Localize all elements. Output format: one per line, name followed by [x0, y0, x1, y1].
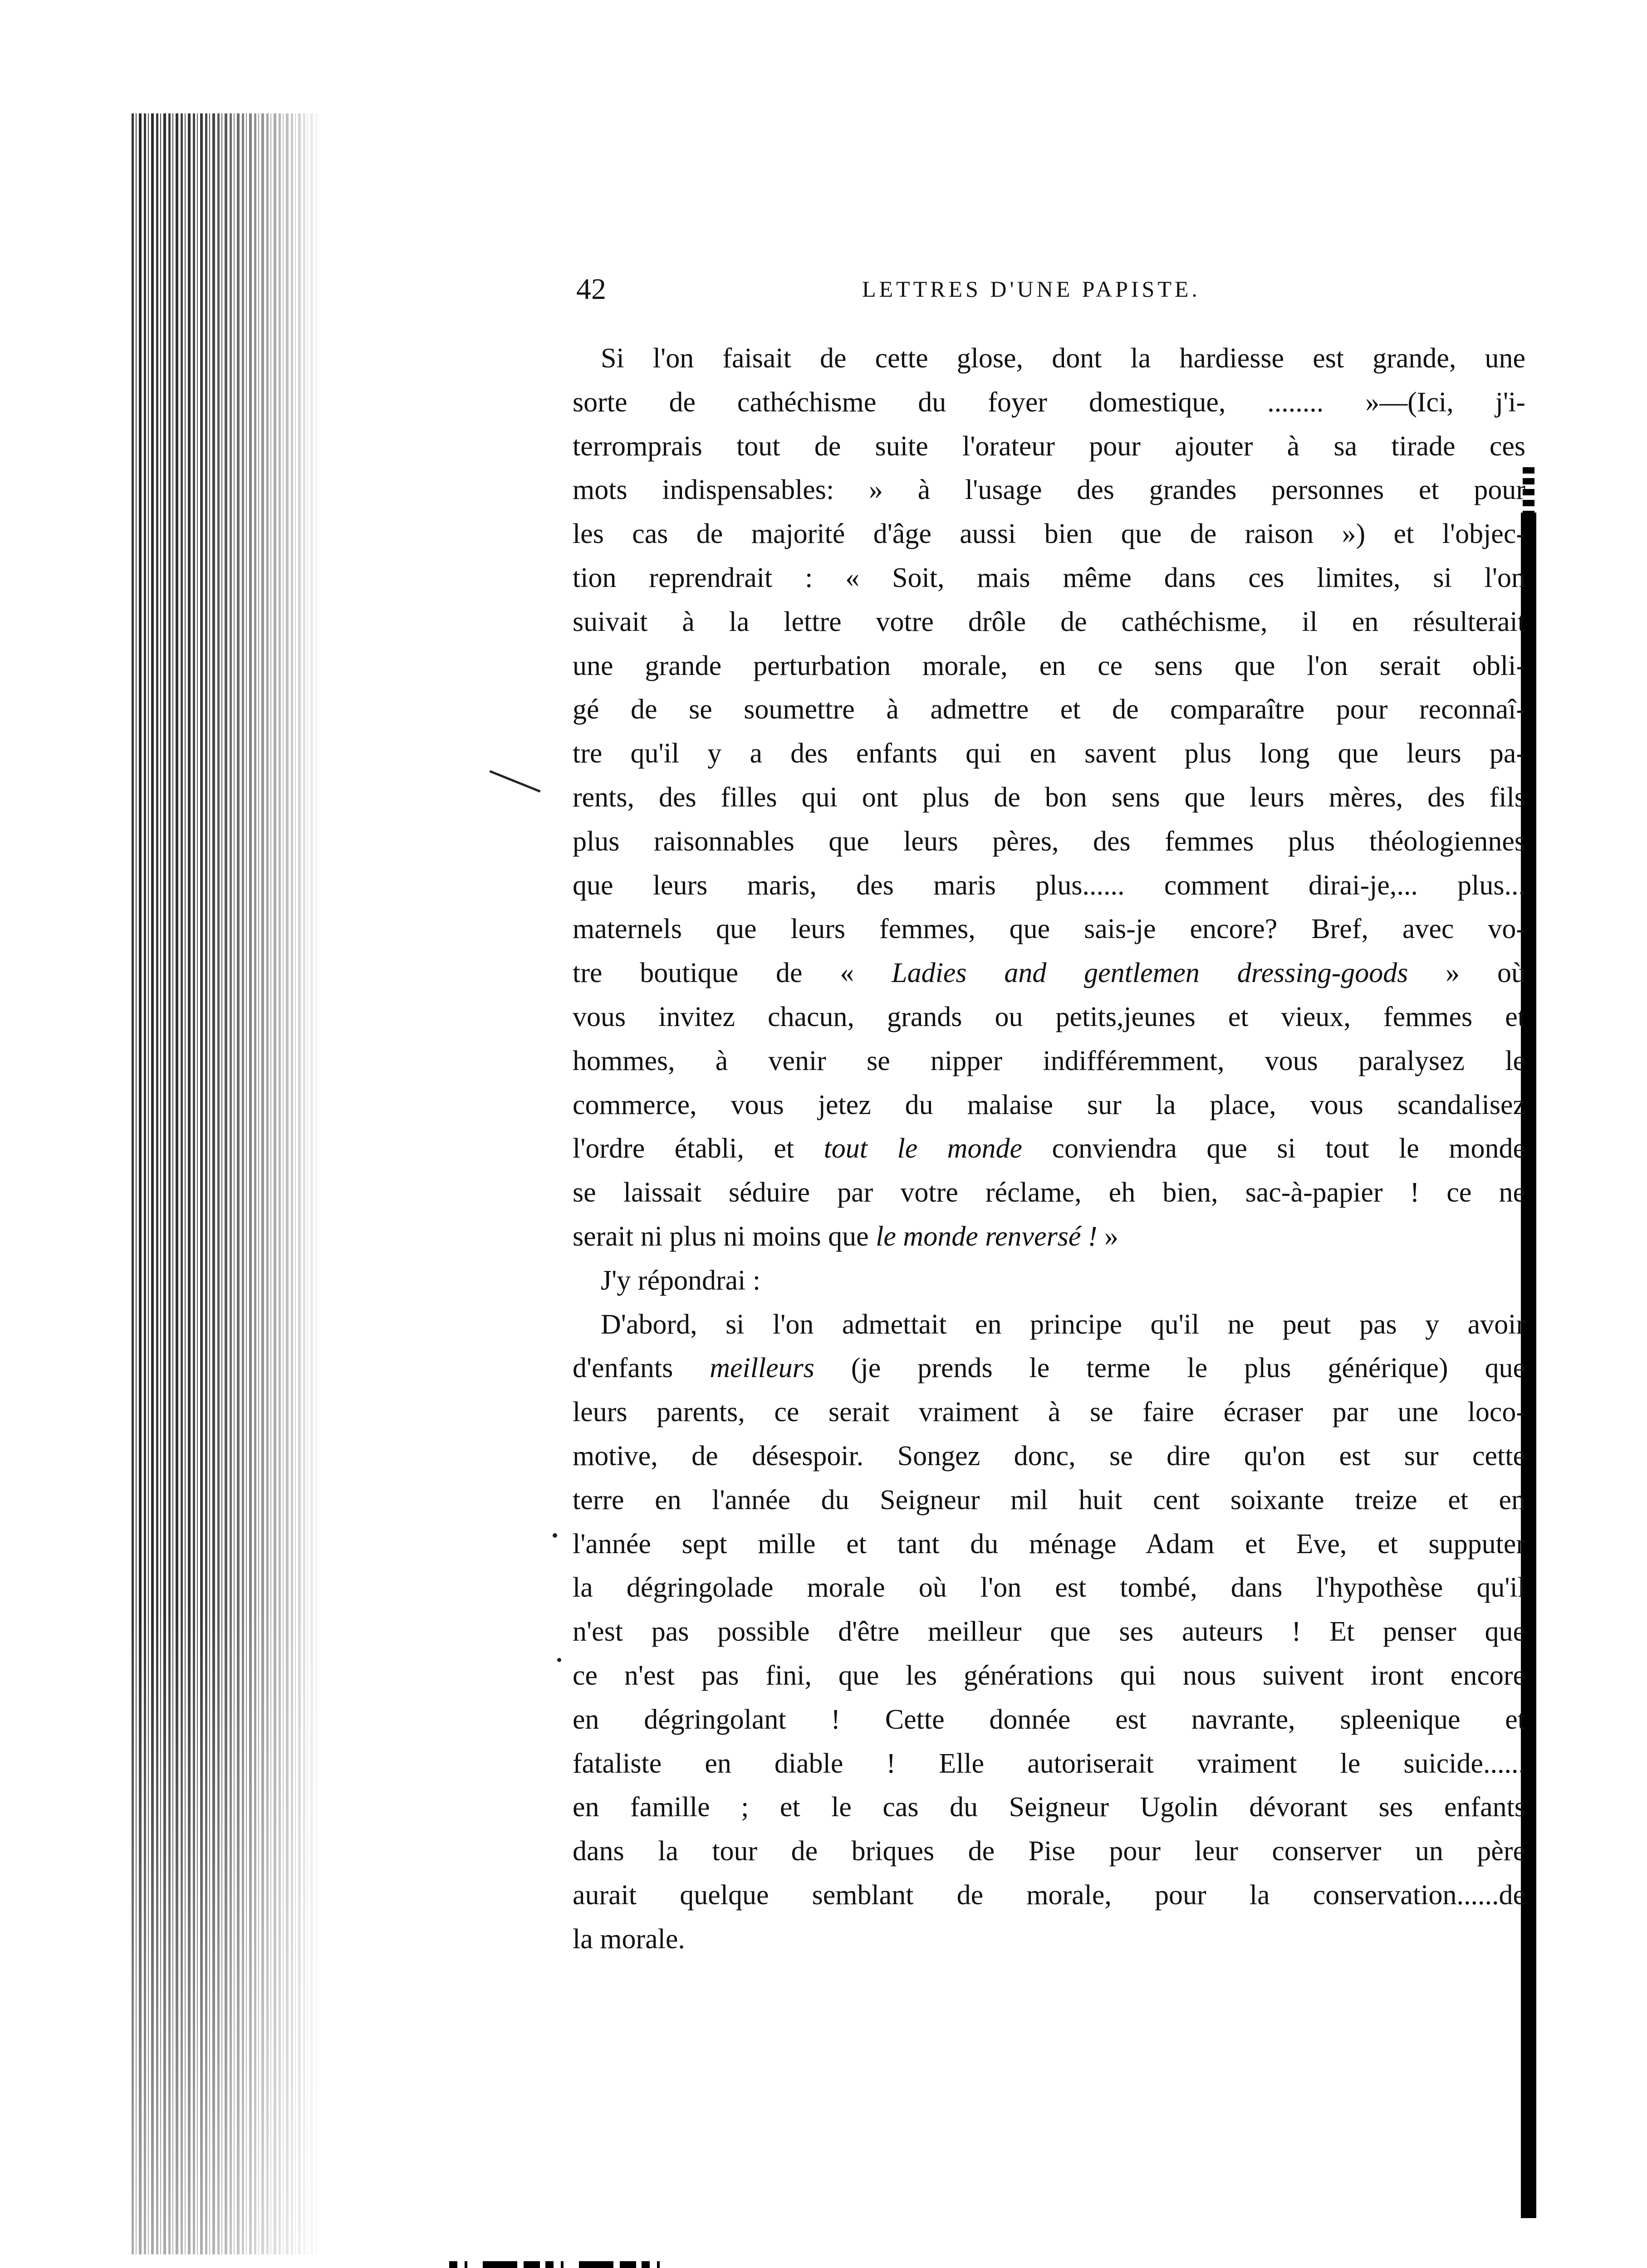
text-line: d'enfants meilleurs (je prends le terme le plus générique) que	[573, 1353, 1525, 1384]
text-line: terromprais tout de suite l'orateur pour ajouter à sa tirade ces	[573, 430, 1525, 462]
text-line: ce n'est pas fini, que les générations qui nous suivent iront encore	[573, 1660, 1525, 1691]
binding-edge-fade	[132, 113, 322, 2254]
body-text	[573, 337, 1525, 1961]
text-line: J'y répondrai :	[601, 1265, 761, 1296]
text-line: en dégringolant ! Cette donnée est navrante, spleenique et	[573, 1704, 1525, 1735]
text-line: mots indispensables: » à l'usage des grandes personnes et pour	[573, 474, 1525, 506]
running-head	[567, 272, 1534, 308]
text-line: plus raisonnables que leurs pères, des femmes plus théologiennes	[573, 826, 1525, 857]
text-line: vous invitez chacun, grands ou petits,jeunes et vieux, femmes et	[573, 1001, 1525, 1032]
text-line: dans la tour de briques de Pise pour leur conserver un père	[573, 1836, 1525, 1867]
text-line: la morale.	[573, 1923, 685, 1955]
text-line: fataliste en diable ! Elle autoriserait vraiment le suicide......	[573, 1748, 1525, 1779]
text-line: commerce, vous jetez du malaise sur la place, vous scandalisez	[573, 1089, 1525, 1120]
text-line: Si l'on faisait de cette glose, dont la hardiesse est grande, une	[601, 343, 1525, 374]
stray-dot	[553, 1533, 557, 1538]
text-line: motive, de désespoir. Songez donc, se dire qu'on est sur cette	[573, 1440, 1525, 1471]
text-line: maternels que leurs femmes, que sais-je encore? Bref, avec vo-	[573, 914, 1525, 945]
text-line: aurait quelque semblant de morale, pour la conservation......de	[573, 1879, 1525, 1911]
text-line: que leurs maris, des maris plus...... comment dirai-je,... plus...	[573, 870, 1525, 901]
text-line: en famille ; et le cas du Seigneur Ugolin dévorant ses enfants	[573, 1792, 1525, 1823]
text-line: gé de se soumettre à admettre et de comparaître pour reconnaî-	[573, 694, 1525, 725]
text-line: se laissait séduire par votre réclame, eh bien, sac-à-papier ! ce ne	[573, 1177, 1525, 1208]
text-line: tre boutique de « Ladies and gentlemen dressing-goods » où	[573, 958, 1525, 989]
text-line: D'abord, si l'on admettait en principe qu'il ne peut pas y avoir	[601, 1309, 1525, 1340]
text-line: leurs parents, ce serait vraiment à se faire écraser par une loco-	[573, 1397, 1525, 1428]
text-line: l'ordre établi, et tout le monde conviendra que si tout le monde	[573, 1133, 1525, 1164]
running-title: LETTRES D'UNE PAPISTE.	[862, 276, 1201, 302]
page-number: 42	[576, 273, 606, 306]
text-line: tre qu'il y a des enfants qui en savent plus long que leurs pa-	[573, 738, 1525, 769]
text-line: l'année sept mille et tant du ménage Adam et Eve, et supputer	[573, 1528, 1525, 1559]
text-line: suivait à la lettre votre drôle de cathéchisme, il en résulterait	[573, 606, 1525, 637]
text-line: une grande perturbation morale, en ce sens que l'on serait obli-	[573, 650, 1525, 681]
text-line: les cas de majorité d'âge aussi bien que de raison ») et l'objec-	[573, 518, 1525, 550]
text-line: hommes, à venir se nipper indifféremment, vous paralysez le	[573, 1045, 1525, 1076]
text-line: tion reprendrait : « Soit, mais même dans ces limites, si l'on	[573, 562, 1525, 593]
text-line: terre en l'année du Seigneur mil huit cent soixante treize et en	[573, 1484, 1525, 1515]
scan-bar-marks	[449, 2261, 667, 2268]
stray-mark	[489, 770, 540, 793]
text-line: n'est pas possible d'être meilleur que ses auteurs ! Et penser que	[573, 1616, 1525, 1647]
text-line: serait ni plus ni moins que le monde renversé ! »	[573, 1221, 1119, 1252]
stray-dot	[557, 1658, 561, 1662]
text-line: rents, des filles qui ont plus de bon sens que leurs mères, des fils	[573, 782, 1525, 813]
text-line: sorte de cathéchisme du foyer domestique, ........ »—(Ici, j'i-	[573, 386, 1525, 418]
text-line: la dégringolade morale où l'on est tombé, dans l'hypothèse qu'il	[573, 1572, 1525, 1603]
